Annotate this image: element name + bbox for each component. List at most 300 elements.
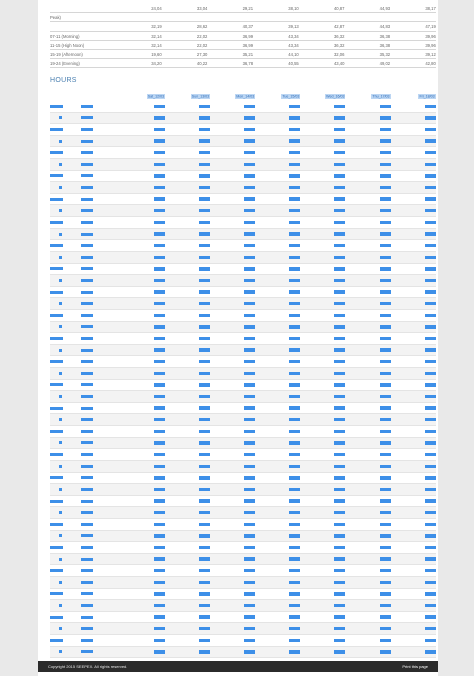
- value-cell: [165, 267, 210, 270]
- value-highlight: [289, 465, 300, 468]
- value-highlight: [154, 523, 165, 526]
- value-highlight: [380, 569, 391, 572]
- unit-highlight: [81, 627, 93, 630]
- value-cell: [345, 592, 390, 595]
- value-highlight: [425, 372, 436, 375]
- value-cell: [300, 186, 345, 189]
- hour-range-highlight: [59, 302, 62, 305]
- value-highlight: [244, 244, 255, 247]
- value-cell: [210, 372, 255, 375]
- value-cell: [345, 197, 390, 200]
- value-highlight: [154, 105, 165, 108]
- value-cell: [391, 151, 436, 154]
- row-label-cell: [50, 496, 120, 507]
- value-highlight: [154, 511, 165, 514]
- value-highlight: [199, 232, 210, 235]
- value-cell: [300, 302, 345, 305]
- value-highlight: [334, 615, 345, 618]
- value-highlight: [425, 511, 436, 514]
- summary-row-label: 11-15 (High Noon): [50, 42, 85, 48]
- value-cell: [300, 256, 345, 259]
- value-highlight: [425, 232, 436, 235]
- table-row: [50, 240, 436, 252]
- summary-row-label: [50, 22, 116, 30]
- value-highlight: [154, 232, 165, 235]
- value-cell: [300, 476, 345, 479]
- row-label-cell: [50, 542, 120, 553]
- value-highlight: [244, 267, 255, 270]
- table-row: [50, 287, 436, 299]
- value-highlight: [154, 534, 165, 537]
- row-label-cell: [50, 182, 120, 193]
- value-highlight: [380, 604, 391, 607]
- value-highlight: [289, 534, 300, 537]
- row-label-cell: [50, 554, 120, 565]
- value-highlight: [199, 557, 210, 560]
- value-cell: [210, 244, 255, 247]
- print-page-link[interactable]: Print this page: [402, 664, 428, 669]
- table-row: [50, 322, 436, 334]
- value-highlight: [334, 302, 345, 305]
- value-highlight: [244, 418, 255, 421]
- value-cell: [300, 337, 345, 340]
- value-highlight: [425, 383, 436, 386]
- summary-cell: 24,04: [151, 6, 162, 11]
- value-highlight: [425, 360, 436, 363]
- value-cell: [120, 105, 165, 108]
- summary-cell: 36,32: [333, 42, 345, 48]
- value-highlight: [154, 186, 165, 189]
- value-cell: [210, 325, 255, 328]
- unit-highlight: [81, 279, 93, 282]
- value-cell: [391, 174, 436, 177]
- value-cell: [255, 441, 300, 444]
- value-highlight: [425, 139, 436, 142]
- value-highlight: [289, 209, 300, 212]
- unit-highlight: [81, 592, 93, 595]
- value-highlight: [244, 139, 255, 142]
- value-highlight: [289, 360, 300, 363]
- value-highlight: [199, 650, 210, 653]
- value-cell: [300, 151, 345, 154]
- value-cell: [120, 430, 165, 433]
- row-label-cell: [50, 461, 120, 472]
- table-row: [50, 600, 436, 612]
- value-highlight: [334, 441, 345, 444]
- row-label-cell: [50, 600, 120, 611]
- value-cell: [165, 372, 210, 375]
- column-header: [165, 95, 210, 99]
- row-label-cell: [50, 147, 120, 158]
- hour-range-highlight: [59, 488, 62, 491]
- value-highlight: [154, 174, 165, 177]
- value-cell: [165, 557, 210, 560]
- value-cell: [210, 337, 255, 340]
- unit-highlight: [81, 523, 93, 526]
- value-highlight: [425, 244, 436, 247]
- value-highlight: [289, 151, 300, 154]
- value-cell: [391, 279, 436, 282]
- value-highlight: [244, 221, 255, 224]
- value-cell: [120, 290, 165, 293]
- value-highlight: [380, 314, 391, 317]
- value-cell: [345, 430, 390, 433]
- value-cell: [345, 569, 390, 572]
- value-cell: [165, 604, 210, 607]
- value-cell: [345, 325, 390, 328]
- value-highlight: [154, 128, 165, 131]
- value-cell: [255, 128, 300, 131]
- row-label-cell: [50, 414, 120, 425]
- value-cell: [391, 581, 436, 584]
- value-highlight: [244, 430, 255, 433]
- value-highlight: [425, 650, 436, 653]
- value-highlight: [244, 453, 255, 456]
- value-cell: [300, 290, 345, 293]
- value-highlight: [380, 488, 391, 491]
- value-highlight: [154, 279, 165, 282]
- value-cell: [210, 232, 255, 235]
- value-cell: [120, 615, 165, 618]
- hour-range-highlight: [59, 116, 62, 119]
- column-header-label: Fri_18/03: [419, 94, 435, 99]
- value-highlight: [244, 488, 255, 491]
- column-header: [255, 95, 300, 99]
- value-highlight: [425, 557, 436, 560]
- value-cell: [391, 256, 436, 259]
- hour-range-highlight: [50, 453, 63, 456]
- value-highlight: [154, 430, 165, 433]
- value-highlight: [244, 534, 255, 537]
- unit-highlight: [81, 418, 93, 421]
- value-highlight: [425, 476, 436, 479]
- value-cell: [255, 499, 300, 502]
- value-cell: [391, 383, 436, 386]
- value-cell: [165, 139, 210, 142]
- value-highlight: [154, 209, 165, 212]
- value-cell: [391, 337, 436, 340]
- value-cell: [165, 511, 210, 514]
- value-cell: [255, 592, 300, 595]
- value-cell: [165, 279, 210, 282]
- value-highlight: [334, 221, 345, 224]
- value-highlight: [289, 418, 300, 421]
- value-highlight: [289, 186, 300, 189]
- value-highlight: [289, 581, 300, 584]
- summary-row-label: 15-19 (Afternoon): [50, 51, 83, 57]
- hour-range-highlight: [59, 395, 62, 398]
- value-cell: [165, 348, 210, 351]
- value-highlight: [154, 244, 165, 247]
- table-row: [50, 356, 436, 368]
- table-row: [50, 298, 436, 310]
- value-highlight: [289, 128, 300, 131]
- value-cell: [165, 186, 210, 189]
- value-cell: [210, 465, 255, 468]
- value-highlight: [199, 151, 210, 154]
- value-highlight: [199, 534, 210, 537]
- summary-cell: [162, 13, 208, 21]
- row-label-cell: [50, 298, 120, 309]
- table-row: [50, 229, 436, 241]
- value-highlight: [244, 604, 255, 607]
- value-highlight: [199, 639, 210, 642]
- summary-cell: 35,21: [242, 51, 254, 57]
- summary-cell: 32,14: [151, 33, 162, 39]
- value-cell: [300, 360, 345, 363]
- hour-range-highlight: [59, 233, 62, 236]
- value-cell: [120, 453, 165, 456]
- summary-cell: 40,55: [288, 61, 299, 67]
- value-cell: [120, 418, 165, 421]
- value-cell: [120, 488, 165, 491]
- unit-highlight: [81, 128, 93, 131]
- value-cell: [165, 441, 210, 444]
- value-cell: [255, 604, 300, 607]
- value-cell: [345, 523, 390, 526]
- value-highlight: [289, 105, 300, 108]
- value-cell: [391, 244, 436, 247]
- value-cell: [391, 139, 436, 142]
- value-highlight: [334, 290, 345, 293]
- summary-cell: 27,30: [196, 51, 208, 57]
- unit-highlight: [81, 337, 93, 340]
- row-label-cell: [50, 275, 120, 286]
- table-row: [50, 426, 436, 438]
- summary-row: [50, 4, 436, 13]
- summary-cell: [344, 13, 390, 21]
- value-highlight: [334, 174, 345, 177]
- value-highlight: [289, 523, 300, 526]
- value-cell: [210, 557, 255, 560]
- value-cell: [120, 523, 165, 526]
- unit-highlight: [81, 163, 93, 166]
- value-cell: [300, 639, 345, 642]
- value-highlight: [380, 337, 391, 340]
- value-highlight: [380, 360, 391, 363]
- row-label-cell: [50, 240, 120, 251]
- value-cell: [120, 221, 165, 224]
- value-cell: [120, 650, 165, 653]
- value-cell: [165, 418, 210, 421]
- table-row: [50, 275, 436, 287]
- value-cell: [345, 186, 390, 189]
- table-row: [50, 473, 436, 485]
- value-highlight: [199, 256, 210, 259]
- value-cell: [165, 163, 210, 166]
- value-highlight: [244, 325, 255, 328]
- value-highlight: [199, 209, 210, 212]
- value-cell: [255, 627, 300, 630]
- value-cell: [391, 372, 436, 375]
- value-highlight: [244, 476, 255, 479]
- value-highlight: [380, 197, 391, 200]
- value-highlight: [334, 581, 345, 584]
- value-cell: [391, 360, 436, 363]
- value-highlight: [154, 453, 165, 456]
- value-cell: [165, 197, 210, 200]
- row-label-cell: [50, 426, 120, 437]
- table-row: [50, 136, 436, 148]
- value-highlight: [380, 383, 391, 386]
- value-cell: [120, 534, 165, 537]
- value-cell: [210, 383, 255, 386]
- value-highlight: [289, 639, 300, 642]
- value-cell: [210, 197, 255, 200]
- value-highlight: [334, 488, 345, 491]
- hour-range-highlight: [59, 186, 62, 189]
- value-highlight: [380, 476, 391, 479]
- value-cell: [300, 569, 345, 572]
- period-summary-table: [50, 4, 436, 68]
- value-cell: [391, 128, 436, 131]
- row-label-cell: [50, 113, 120, 124]
- table-row: [50, 461, 436, 473]
- value-cell: [255, 511, 300, 514]
- summary-cell: 33,04: [196, 6, 208, 11]
- row-label-cell: [50, 380, 120, 391]
- hour-range-highlight: [59, 256, 62, 259]
- value-highlight: [199, 128, 210, 131]
- value-cell: [300, 592, 345, 595]
- value-cell: [345, 337, 390, 340]
- value-highlight: [380, 174, 391, 177]
- summary-cell: 34,20: [151, 61, 162, 67]
- value-highlight: [425, 627, 436, 630]
- value-cell: [391, 441, 436, 444]
- value-highlight: [199, 360, 210, 363]
- value-cell: [165, 615, 210, 618]
- value-highlight: [199, 592, 210, 595]
- value-highlight: [425, 314, 436, 317]
- table-row: [50, 147, 436, 159]
- value-highlight: [154, 256, 165, 259]
- value-cell: [345, 465, 390, 468]
- value-cell: [300, 116, 345, 119]
- value-highlight: [425, 279, 436, 282]
- summary-cell: 38,17: [425, 6, 436, 11]
- value-cell: [300, 139, 345, 142]
- value-highlight: [425, 302, 436, 305]
- value-highlight: [199, 337, 210, 340]
- table-row: [50, 194, 436, 206]
- value-highlight: [334, 325, 345, 328]
- value-cell: [391, 488, 436, 491]
- hour-range-highlight: [50, 221, 63, 224]
- value-highlight: [289, 267, 300, 270]
- table-row: [50, 380, 436, 392]
- summary-row: [50, 59, 436, 68]
- value-highlight: [425, 406, 436, 409]
- value-cell: [120, 581, 165, 584]
- value-highlight: [425, 267, 436, 270]
- value-cell: [255, 546, 300, 549]
- value-highlight: [289, 174, 300, 177]
- summary-cell: 36,99: [242, 42, 254, 48]
- value-cell: [165, 151, 210, 154]
- summary-cell: 40,22: [196, 61, 208, 67]
- value-highlight: [289, 314, 300, 317]
- value-cell: [210, 395, 255, 398]
- value-highlight: [425, 465, 436, 468]
- value-highlight: [199, 418, 210, 421]
- row-label-cell: [50, 229, 120, 240]
- value-cell: [255, 395, 300, 398]
- table-row: [50, 496, 436, 508]
- value-highlight: [154, 290, 165, 293]
- summary-cell: 36,78: [242, 61, 254, 67]
- value-cell: [255, 314, 300, 317]
- value-highlight: [380, 615, 391, 618]
- unit-highlight: [81, 360, 93, 363]
- unit-highlight: [81, 581, 93, 584]
- value-cell: [300, 267, 345, 270]
- value-highlight: [244, 314, 255, 317]
- value-cell: [391, 627, 436, 630]
- value-cell: [255, 325, 300, 328]
- value-cell: [391, 453, 436, 456]
- value-highlight: [199, 163, 210, 166]
- summary-cell: [390, 13, 436, 21]
- unit-highlight: [81, 209, 93, 212]
- row-label-cell: [50, 322, 120, 333]
- value-highlight: [199, 453, 210, 456]
- value-highlight: [244, 256, 255, 259]
- summary-cell: 29,21: [242, 6, 254, 11]
- value-cell: [120, 395, 165, 398]
- unit-highlight: [81, 465, 93, 468]
- value-highlight: [244, 337, 255, 340]
- hour-range-highlight: [59, 418, 62, 421]
- value-cell: [300, 383, 345, 386]
- hour-range-highlight: [59, 465, 62, 468]
- value-highlight: [154, 325, 165, 328]
- value-cell: [165, 534, 210, 537]
- value-highlight: [199, 325, 210, 328]
- value-cell: [255, 197, 300, 200]
- row-label-cell: [50, 507, 120, 518]
- value-highlight: [244, 174, 255, 177]
- value-cell: [255, 116, 300, 119]
- value-cell: [300, 221, 345, 224]
- hour-range-highlight: [59, 534, 62, 537]
- value-highlight: [334, 627, 345, 630]
- value-highlight: [334, 569, 345, 572]
- value-cell: [300, 546, 345, 549]
- value-cell: [120, 232, 165, 235]
- value-cell: [345, 499, 390, 502]
- summary-cell: 42,80: [425, 61, 436, 67]
- value-highlight: [380, 627, 391, 630]
- value-highlight: [380, 546, 391, 549]
- value-cell: [345, 128, 390, 131]
- value-cell: [165, 476, 210, 479]
- value-cell: [165, 256, 210, 259]
- value-highlight: [289, 302, 300, 305]
- value-highlight: [334, 360, 345, 363]
- value-cell: [345, 244, 390, 247]
- hour-range-highlight: [59, 325, 62, 328]
- summary-cell: [207, 13, 253, 21]
- value-highlight: [289, 430, 300, 433]
- value-cell: [255, 581, 300, 584]
- value-cell: [210, 615, 255, 618]
- value-highlight: [425, 430, 436, 433]
- unit-highlight: [81, 349, 93, 352]
- table-row: [50, 577, 436, 589]
- value-highlight: [380, 465, 391, 468]
- value-highlight: [380, 453, 391, 456]
